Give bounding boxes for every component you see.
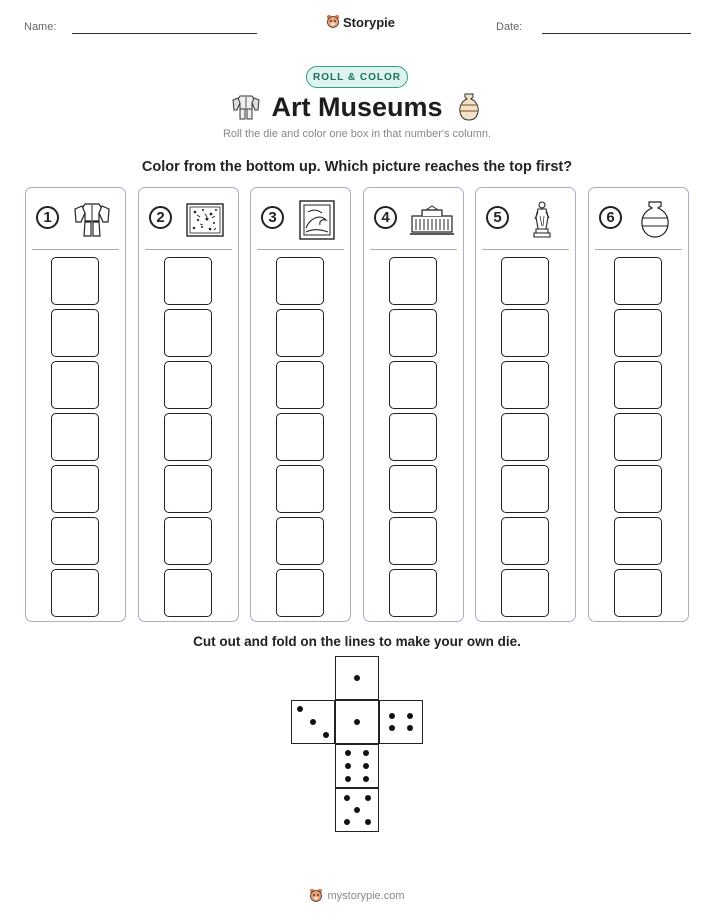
die-pip [363, 776, 369, 782]
abstract-painting-icon [183, 198, 227, 242]
color-box[interactable] [501, 569, 549, 617]
color-box[interactable] [51, 309, 99, 357]
color-box[interactable] [276, 309, 324, 357]
column-divider [32, 249, 119, 250]
die-pip [363, 763, 369, 769]
footer-url: mystorypie.com [327, 890, 405, 902]
armor-icon [70, 198, 114, 242]
color-box[interactable] [501, 517, 549, 565]
color-box[interactable] [614, 569, 662, 617]
roll-color-badge: ROLL & COLOR [306, 66, 408, 88]
color-box[interactable] [51, 517, 99, 565]
column-number: 5 [486, 206, 509, 229]
color-box[interactable] [614, 361, 662, 409]
color-box[interactable] [501, 413, 549, 461]
column-number: 2 [149, 206, 172, 229]
die-face-1 [335, 656, 379, 700]
die-face-1 [335, 700, 379, 744]
color-box[interactable] [164, 569, 212, 617]
color-box[interactable] [389, 517, 437, 565]
die-pip [354, 675, 360, 681]
column-4 [363, 187, 464, 622]
color-box[interactable] [51, 465, 99, 513]
column-divider [595, 249, 682, 250]
color-box[interactable] [389, 257, 437, 305]
color-box[interactable] [501, 465, 549, 513]
color-box[interactable] [164, 257, 212, 305]
color-box[interactable] [164, 465, 212, 513]
subtitle: Roll the die and color one box in that number's column. [222, 128, 492, 140]
color-box[interactable] [164, 517, 212, 565]
color-box[interactable] [276, 257, 324, 305]
die-pip [407, 725, 413, 731]
date-label: Date: [496, 21, 523, 33]
color-box[interactable] [51, 569, 99, 617]
die-pip [345, 776, 351, 782]
column-number: 6 [599, 206, 622, 229]
color-box[interactable] [614, 413, 662, 461]
name-label: Name: [24, 21, 57, 33]
color-box[interactable] [276, 465, 324, 513]
die-pip [345, 750, 351, 756]
color-box[interactable] [389, 569, 437, 617]
column-3 [250, 187, 351, 622]
die-face-3 [291, 700, 335, 744]
die-pip [389, 725, 395, 731]
die-face-6 [335, 744, 379, 788]
storypie-bear-icon [326, 14, 340, 30]
instruction: Color from the bottom up. Which picture reaches the top first? [141, 159, 573, 175]
die-pip [344, 795, 350, 801]
date-line[interactable] [542, 33, 691, 34]
color-box[interactable] [51, 257, 99, 305]
color-box[interactable] [389, 413, 437, 461]
color-box[interactable] [51, 413, 99, 461]
die-face-5 [335, 788, 379, 832]
die-pip [345, 763, 351, 769]
die-pip [297, 706, 303, 712]
color-box[interactable] [164, 309, 212, 357]
column-divider [145, 249, 232, 250]
color-box[interactable] [614, 309, 662, 357]
storypie-bear-icon [309, 888, 323, 904]
die-pip [344, 819, 350, 825]
color-box[interactable] [276, 517, 324, 565]
color-box[interactable] [276, 569, 324, 617]
vase-icon [457, 92, 481, 122]
die-face-4 [379, 700, 423, 744]
column-1 [25, 187, 126, 622]
die-instruction: Cut out and fold on the lines to make your own die. [193, 634, 521, 649]
color-box[interactable] [276, 361, 324, 409]
die-pip [389, 713, 395, 719]
color-box[interactable] [501, 309, 549, 357]
museum-building-icon [408, 198, 452, 242]
column-divider [257, 249, 344, 250]
color-box[interactable] [501, 361, 549, 409]
die-pip [365, 795, 371, 801]
die-pip [354, 719, 360, 725]
die-pip [310, 719, 316, 725]
column-5 [475, 187, 576, 622]
color-box[interactable] [389, 361, 437, 409]
color-box[interactable] [614, 465, 662, 513]
die-pip [407, 713, 413, 719]
die-pip [365, 819, 371, 825]
column-2 [138, 187, 239, 622]
die-pip [363, 750, 369, 756]
color-box[interactable] [389, 465, 437, 513]
statue-icon [520, 198, 564, 242]
color-box[interactable] [51, 361, 99, 409]
color-box[interactable] [164, 413, 212, 461]
name-line[interactable] [72, 33, 257, 34]
column-divider [482, 249, 569, 250]
brand-name: Storypie [343, 14, 396, 30]
footer [0, 888, 714, 904]
column-6 [588, 187, 689, 622]
color-box[interactable] [614, 517, 662, 565]
column-number: 4 [374, 206, 397, 229]
color-box[interactable] [164, 361, 212, 409]
brand-logo [326, 14, 395, 30]
color-box[interactable] [501, 257, 549, 305]
color-box[interactable] [614, 257, 662, 305]
die-pip [323, 732, 329, 738]
color-box[interactable] [389, 309, 437, 357]
column-number: 1 [36, 206, 59, 229]
framed-wave-painting-icon [295, 198, 339, 242]
vase-icon [633, 198, 677, 242]
column-number: 3 [261, 206, 284, 229]
column-divider [370, 249, 457, 250]
color-box[interactable] [276, 413, 324, 461]
die-pip [354, 807, 360, 813]
page-title: Art Museums [271, 92, 443, 122]
